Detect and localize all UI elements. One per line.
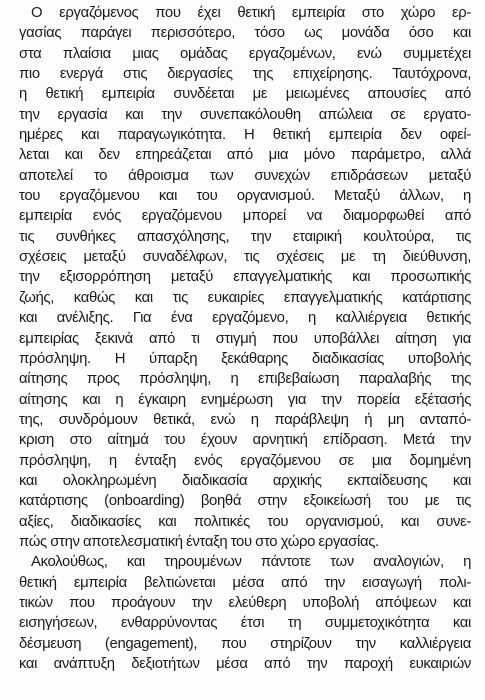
text-line: εμπειρία ενός εργαζόμενου μπορεί να διαμορφωθεί από [19,208,471,225]
text-line: γασίας παράγει περισσότερο, τόσο ως μονάδα όσο και [19,25,471,42]
text-line: αίτησης και η έγκαιρη ενημέρωση για την πορεία εξέτασής [19,391,471,408]
article-body [19,3,471,674]
paragraph-2 [19,552,471,674]
text-line: τικών που προάγουν την ελεύθερη υποβολή απόψεων και [19,594,471,611]
text-line: εισηγήσεων, ενθαρρύνοντας έτσι τη συμμετοχικότητα και [19,615,471,632]
text-line: την εξισορρόπηση μεταξύ επαγγελματικής και προσωπικής [19,269,471,286]
text-line: την εργασία και την συνεπακόλουθη απώλεια σε εργατο- [19,106,471,123]
text-line: κριση στο αίτημά του έχουν αρνητική επίδραση. Μετά την [19,432,471,449]
text-line: ημέρες και παραγωγικότητα. Η θετική εμπειρία δεν οφεί- [19,127,471,144]
text-line: σχέσεις μεταξύ συναδέλφων, τις σχέσεις με τη διεύθυνση, [19,249,471,266]
text-line: πιο ενεργά στις διεργασίες της επιχείρησης. Ταυτόχρονα, [19,66,471,83]
text-line: Ακολούθως, και τηρουμένων πάντοτε των αναλογιών, η [31,554,471,571]
text-line: αξίες, διαδικασίες και πολιτικές του οργανισμού, και συνε- [19,513,471,530]
text-line: εμπειρίας ξεκινά από τι στιγμή που υποβάλλει αίτηση για [19,330,471,347]
text-line: κατάρτισης (onboarding) βοηθά στην εξοικείωσή του με τις [19,493,471,510]
text-line: του εργαζόμενου και του οργανισμού. Μεταξύ άλλων, η [19,188,471,205]
paragraph-1 [19,3,471,552]
text-line: τις συνθήκες απασχόλησης, την εταιρική κουλτούρα, τις [19,228,471,245]
text-line: αίτησης προς πρόσληψη, η επιβεβαίωση παραλαβής της [19,371,471,388]
text-line: και ανάπτυξη δεξιοτήτων μέσα από την παροχή ευκαιριών [19,656,471,672]
text-line: Ο εργαζόμενος που έχει θετική εμπειρία στο χώρο ερ- [31,5,471,21]
text-line: και ανέλιξης. Για ένα εργαζόμενο, η καλλιέργεια θετικής [19,310,471,327]
text-line: πρόσληψη, η ένταξη ενός εργαζόμενου σε μια δομημένη [19,452,471,469]
text-line: λεται και δεν επηρεάζεται από μια μόνο παράμετρο, αλλά [19,147,471,164]
text-line: η θετική εμπειρία συνδέεται με μειωμένες απουσίες από [19,86,471,103]
text-line: ζωής, καθώς και τις ευκαιρίες επαγγελματικής κατάρτισης [19,289,471,306]
text-line: της, συνδρόμουν θετικά, ενώ η παράβλεψη ή μη ανταπό- [19,411,471,428]
text-line: δέσμευση (engagement), που στηρίζουν την καλλιέργεια [19,635,471,652]
text-line: στα πλαίσια μιας ομάδας εργαζομένων, ενώ συμμετέχει [19,45,471,62]
text-line: πρόσληψη. Η ύπαρξη ξεκάθαρης διαδικασίας υποβολής [19,350,471,367]
text-line: αποτελεί το άθροισμα των συνεχών επιδράσεων μεταξύ [19,167,471,184]
text-line: πώς στην αποτελεσματική ένταξη του στο χώρο εργασίας. [19,533,379,550]
text-line: και ολοκληρωμένη διαδικασία αρχικής εκπαίδευσης και [19,472,471,489]
text-line: θετική εμπειρία βελτιώνεται μέσα από την εισαγωγή πολι- [19,574,471,591]
